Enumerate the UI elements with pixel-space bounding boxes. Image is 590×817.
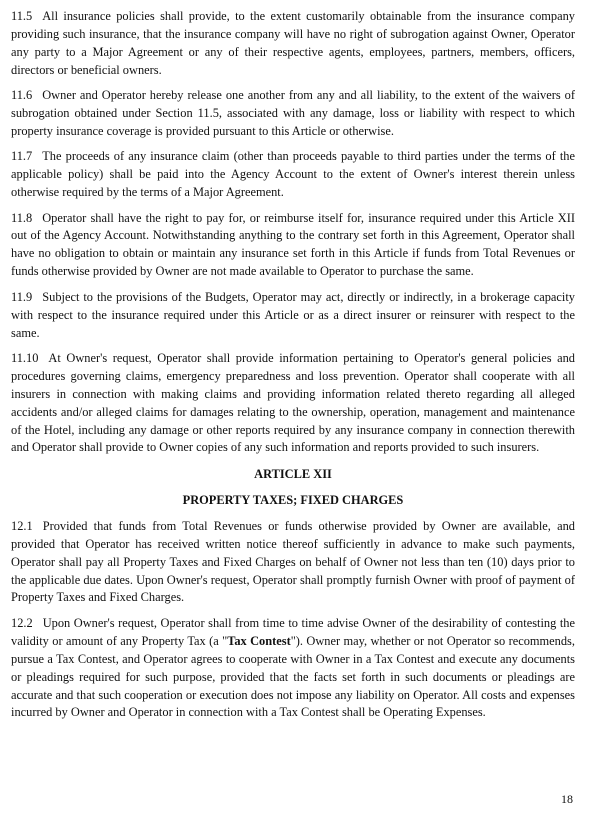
section-11-10 [11,350,575,457]
section-text-after: "). Owner may, whether or not Operator so recommends, pursue a Tax Contest, and Operator agrees to cooperate with Owner in a Tax Contest and execute any documents or pleadings required for such purpose, provided that the facts set forth in such documents or pleadings are accurate and that such cooperation or execution does not impose any liability on Operator. All costs and expenses incurred by Owner and Operator in connection with a Tax Contest shall be Operating Expenses. [11,633,575,720]
section-12-1 [11,518,575,608]
section-number: 12.1 [11,518,33,533]
section-text: Owner and Operator hereby release one another from any and all liability, to the extent of the waivers of subrogation obtained under Section 11.5, associated with any damage, loss or liability with respect to which property insurance coverage is provided pursuant to this Article or otherwise. [11,88,575,138]
defined-term: Tax Contest [227,633,291,648]
section-number: 11.8 [11,210,33,225]
section-number: 11.7 [11,149,33,164]
section-number: 11.5 [11,9,33,23]
section-11-8 [11,210,575,282]
section-12-2 [11,615,575,722]
section-text: Provided that funds from Total Revenues or funds otherwise provided by Owner are available, and provided that Operator has received written notice thereof sufficiently in advance to make such payments, Operator shall pay all Property Taxes and Fixed Charges on behalf of Owner not less than ten (10) days prior to the applicable due dates. Upon Owner's request, Operator shall promptly furnish Owner with proof of payment of Property Taxes and Fixed Charges. [11,518,575,605]
page-number: 18 [561,792,573,806]
section-text: At Owner's request, Operator shall provide information pertaining to Operator's general policies and procedures governing claims, emergency preparedness and loss prevention. Operator shall cooperate with all insurers in connection with making claims and providing information related thereto regarding all alleged accidents and/or alleged claims for damages relating to the ownership, operation, management and maintenance of the Hotel, including any damage or other reports required by any insurance company in connection therewith and Operator shall provide to Owner copies of any such information and reports provided to such insurers. [11,350,575,455]
section-11-7 [11,148,575,202]
article-title: ARTICLE XII [254,466,332,481]
section-text-before: Upon Owner's request, Operator shall from time to time advise Owner of the desirability of contesting the validity or amount of any Property Tax (a " [11,615,575,648]
section-11-9 [11,289,575,343]
section-number: 11.9 [11,289,33,304]
section-text: The proceeds of any insurance claim (other than proceeds payable to third parties under the terms of the applicable policy) shall be paid into the Agency Account to the extent of Owner's interest therein unless otherwise required by the terms of a Major Agreement. [11,149,575,200]
article-subtitle: PROPERTY TAXES; FIXED CHARGES [182,492,404,507]
document-body [11,8,575,730]
section-text: Operator shall have the right to pay for, or reimburse itself for, insurance required under this Article XII out of the Agency Account. Notwithstanding anything to the contrary set forth in this Agreement, Operator shall have no obligation to obtain or maintain any insurance set forth in this Article if funds from Total Revenues or funds otherwise provided by Owner are not made available to Operator to purchase the same. [11,210,575,279]
section-number: 11.6 [11,88,33,103]
section-text: All insurance policies shall provide, to the extent customarily obtainable from the insurance company providing such insurance, that the insurance company will have no right of subrogation against Owner, Operator any party to a Major Agreement or any of their respective agents, employees, partners, members, officers, directors or beneficial owners. [11,9,575,77]
section-number: 12.2 [11,615,33,630]
section-11-6 [11,87,575,141]
section-text: Subject to the provisions of the Budgets, Operator may act, directly or indirectly, in a brokerage capacity with respect to the insurance required under this Article or as a direct insurer or reinsurer with respect to the same. [11,289,575,340]
section-number: 11.10 [11,350,39,365]
section-11-5 [11,8,575,80]
